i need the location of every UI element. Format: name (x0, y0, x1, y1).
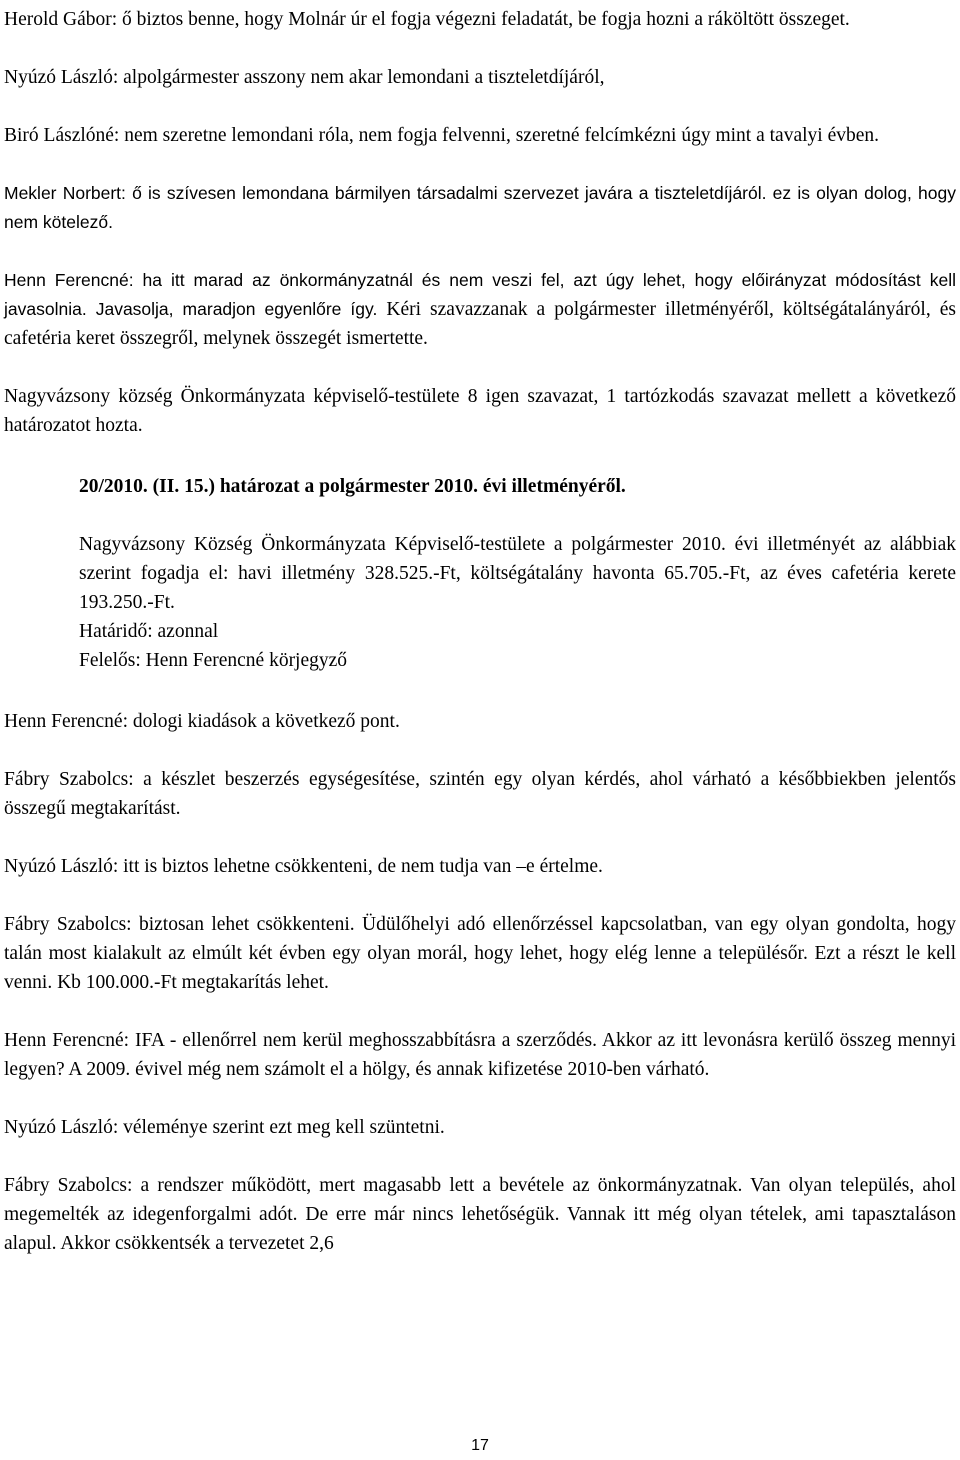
resolution-deadline: Határidő: azonnal (79, 621, 219, 642)
paragraph-fabry-2: Fábry Szabolcs: biztosan lehet csökkenteni. Üdülőhelyi adó ellenőrzéssel kapcsolatban, van egy olyan gondolta, hogy talán most kialakult az elmúlt két évben egy olyan morál, hogy lehet, hogy elég lenne a településőr. Ezt a részt le kell venni. Kb 100.000.-Ft megtakarítás lehet. (4, 914, 956, 993)
paragraph-henn-1-part-a: Henn Ferencné: ha itt marad az önkormányzatnál és nem veszi fel, azt úgy lehet, hogy előirányzat módosítást kell javasolnia. Javasolja, maradjon egyenlőre így. (4, 270, 956, 319)
paragraph-fabry-3: Fábry Szabolcs: a rendszer működött, mert magasabb lett a bevétele az önkormányzatnak. Van olyan település, ahol megemelték az idegenforgalmi adót. De erre már nincs lehetőségük. Vannak itt még olyan tételek, ami tapasztaláson alapul. Akkor csökkentsék a tervezetet 2,6 (4, 1175, 956, 1254)
paragraph-nyuzo-2: Nyúzó László: itt is biztos lehetne csökkenteni, de nem tudja van –e értelme. (4, 856, 603, 877)
paragraph-henn-1 (4, 266, 956, 353)
resolution-block (4, 530, 956, 675)
paragraph-nyuzo-3: Nyúzó László: véleménye szerint ezt meg kell szüntetni. (4, 1117, 445, 1138)
resolution-responsible: Felelős: Henn Ferencné körjegyző (79, 650, 348, 671)
paragraph-henn-1-part-b: Kéri szavazzanak a polgármester illetményéről, költségátalányáról, és cafetéria keret összegről, melynek összegét ismertette. (4, 299, 956, 349)
resolution-title: 20/2010. (II. 15.) határozat a polgármester 2010. évi illetményéről. (79, 476, 626, 497)
paragraph-henn-3: Henn Ferencné: IFA - ellenőrrel nem kerül meghosszabbításra a szerződés. Akkor az itt levonásra kerülő összeg mennyi legyen? A 2009. évivel még nem számolt el a hölgy, és annak kifizetése 2010-ben várható. (4, 1030, 956, 1080)
paragraph-biro: Biró Lászlóné: nem szeretne lemondani róla, nem fogja felvenni, szeretné felcímkézni úgy mint a tavalyi évben. (4, 125, 880, 146)
page-number: 17 (471, 1437, 489, 1454)
resolution-body: Nagyvázsony Község Önkormányzata Képviselő-testülete a polgármester 2010. évi illetményét az alábbiak szerint fogadja el: havi illetmény 328.525.-Ft, költségátalány havonta 65.705.-Ft, az éves cafetéria kerete 193.250.-Ft. (79, 534, 956, 613)
paragraph-herold: Herold Gábor: ő biztos benne, hogy Molnár úr el fogja végezni feladatát, be fogja hozni a ráköltött összeget. (4, 9, 850, 30)
paragraph-mekler: Mekler Norbert: ő is szívesen lemondana bármilyen társadalmi szervezet javára a tiszteletdíjáról. ez is olyan dolog, hogy nem kötelező. (4, 183, 956, 232)
paragraph-nyuzo-1: Nyúzó László: alpolgármester asszony nem akar lemondani a tiszteletdíjáról, (4, 67, 605, 88)
paragraph-fabry-1: Fábry Szabolcs: a készlet beszerzés egységesítése, szintén egy olyan kérdés, ahol várható a későbbiekben jelentős összegű megtakarítást. (4, 769, 956, 819)
paragraph-vote: Nagyvázsony község Önkormányzata képviselő-testülete 8 igen szavazat, 1 tartózkodás szavazat mellett a következő határozatot hozta. (4, 386, 956, 436)
paragraph-henn-2: Henn Ferencné: dologi kiadások a következő pont. (4, 711, 400, 732)
document-page (4, 0, 956, 1258)
